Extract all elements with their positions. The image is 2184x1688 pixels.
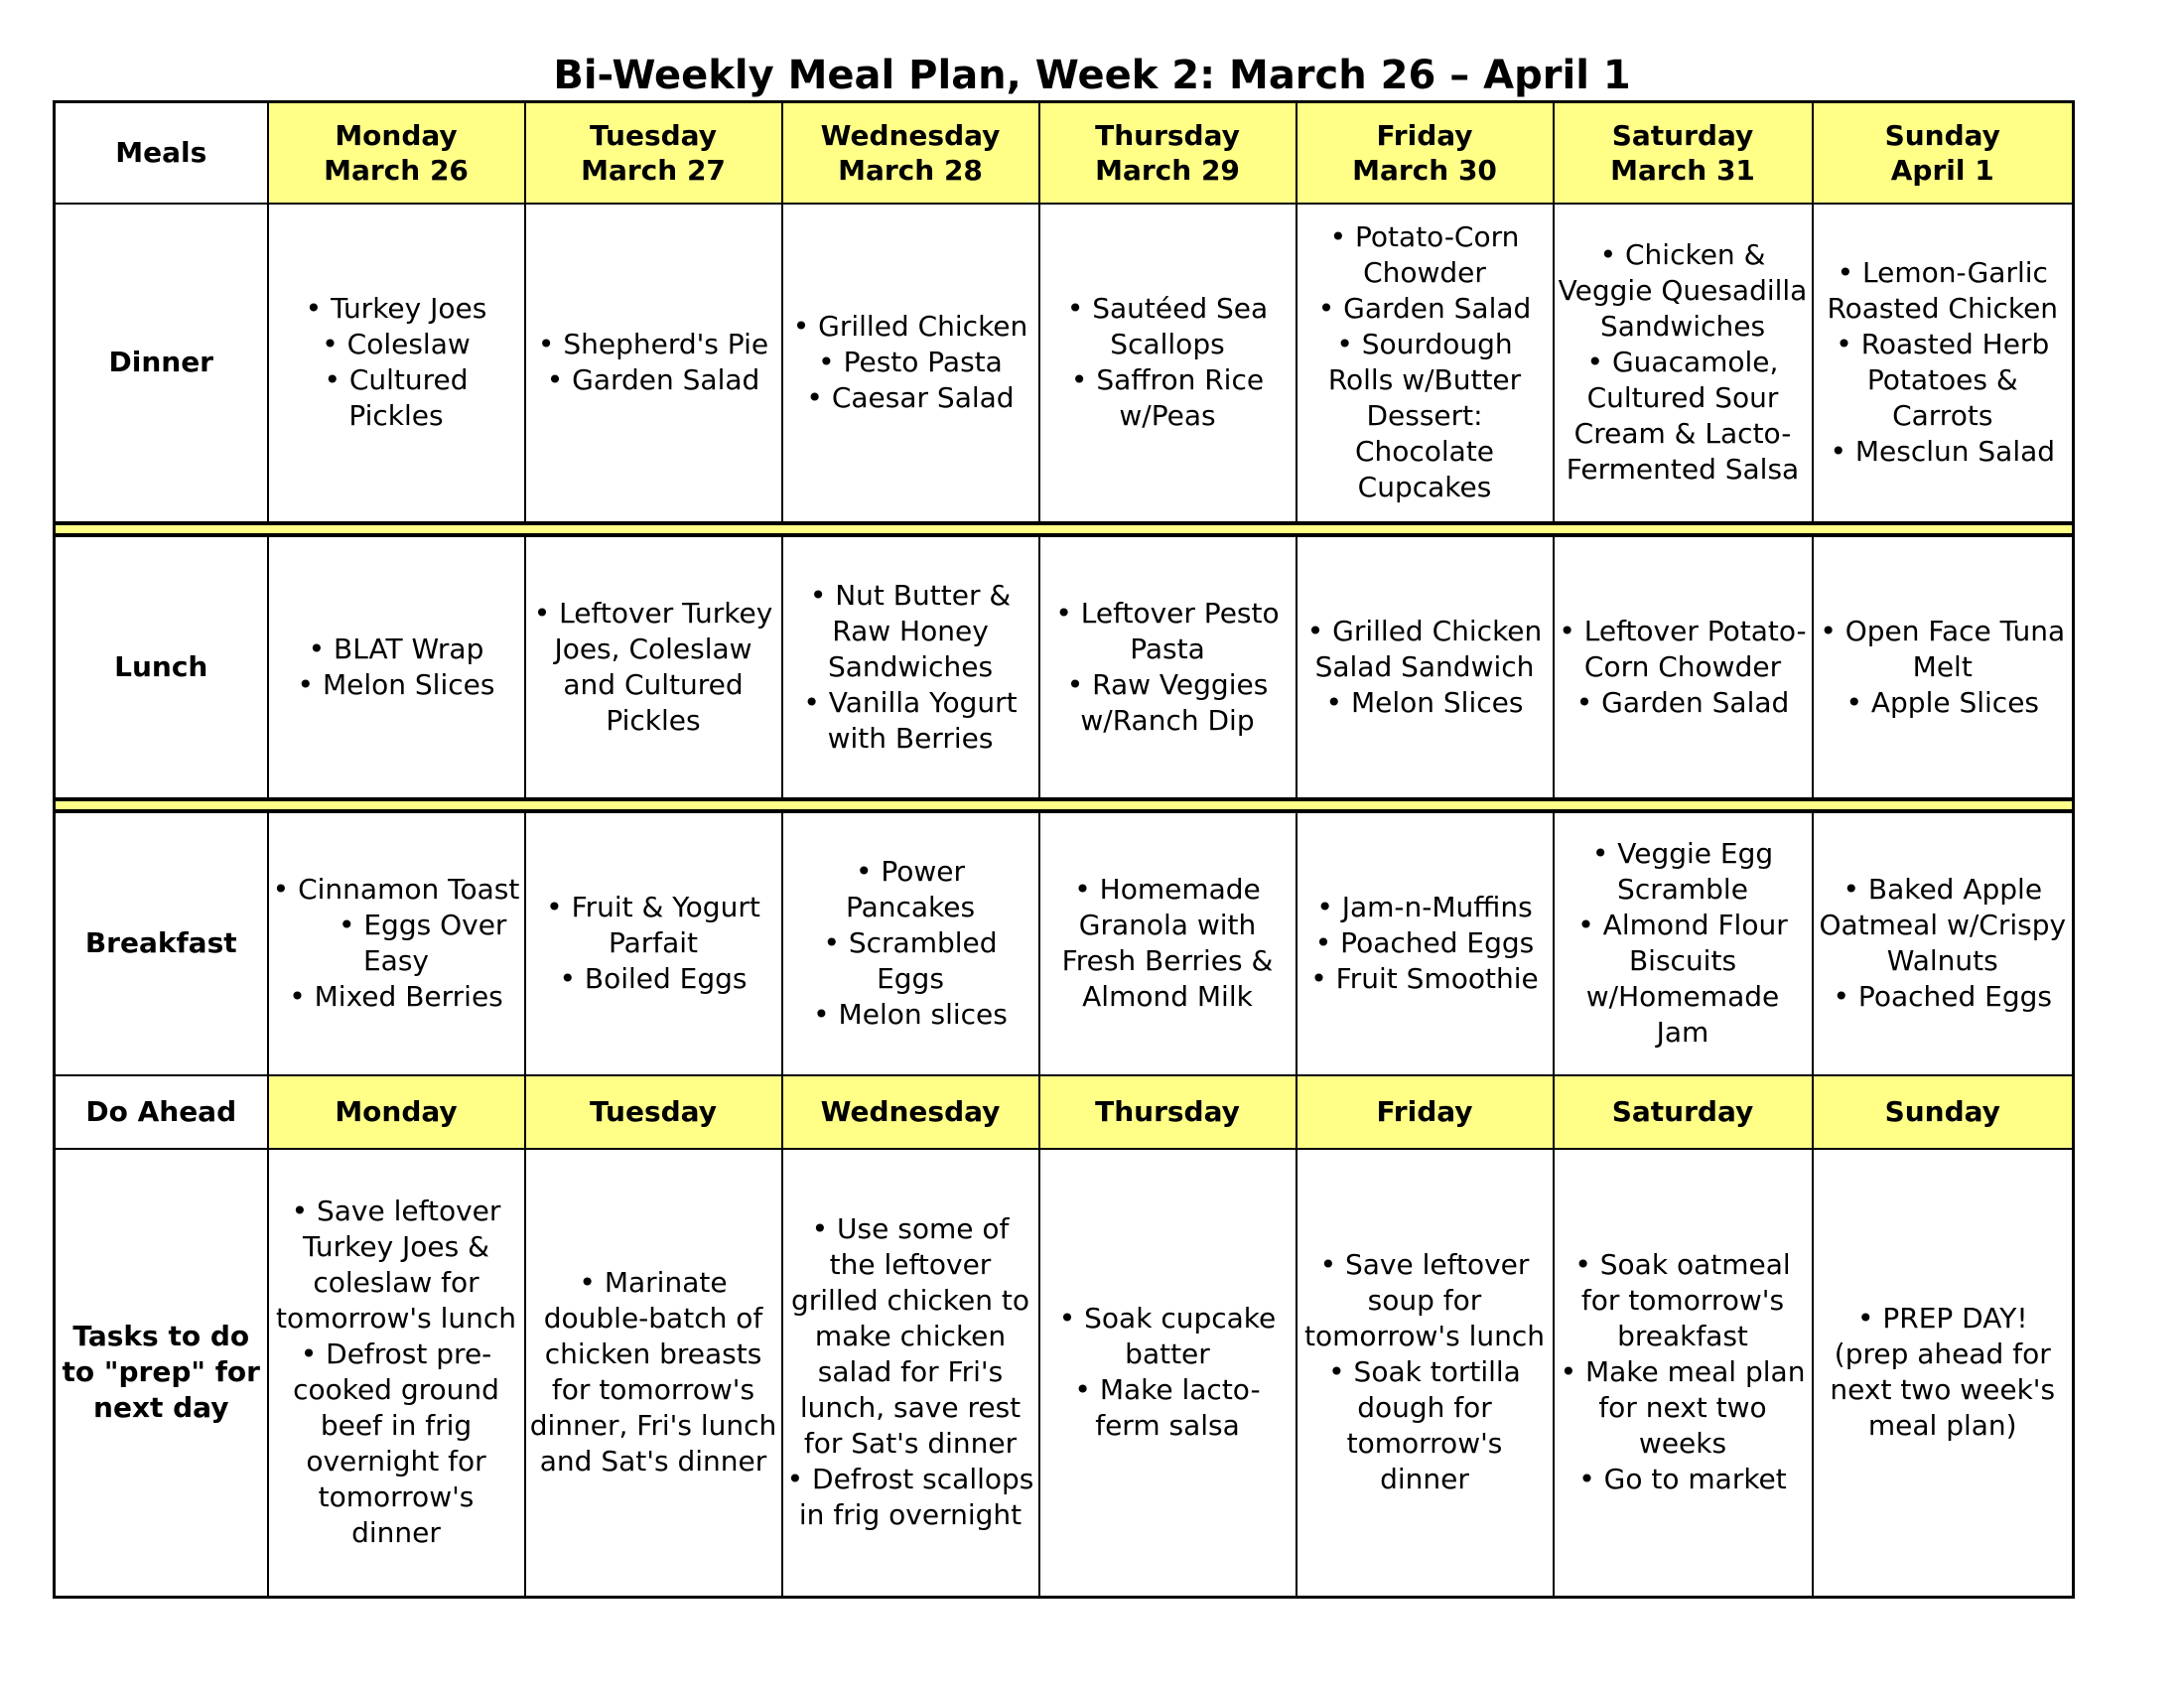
- task-cell-tuesday: [525, 1149, 782, 1598]
- meal-item: • Raw Veggies w/Ranch Dip: [1066, 667, 1269, 737]
- meal-item: • Garden Salad: [1317, 292, 1532, 325]
- task-item: • Save leftover soup for tomorrow's lunch: [1303, 1248, 1546, 1353]
- meal-plan-table: [53, 100, 2075, 1599]
- lunch-cell-sunday: [1813, 535, 2074, 799]
- meal-item: • Jam-n-Muffins: [1316, 891, 1533, 923]
- meal-item: • Cultured Pickles: [324, 363, 469, 432]
- day-header-sunday: [1813, 102, 2074, 204]
- do-ahead-day-tuesday: Tuesday: [525, 1075, 782, 1149]
- meal-item: • Chicken & Veggie Quesadilla Sandwiches: [1558, 238, 1808, 343]
- meal-item: • Garden Salad: [546, 363, 760, 396]
- meal-item: • Homemade Granola with Fresh Berries & Almond Milk: [1061, 873, 1274, 1013]
- breakfast-cell-thursday: [1039, 811, 1297, 1075]
- do-ahead-corner-label: Do Ahead: [55, 1075, 268, 1149]
- dinner-cell-wednesday: [782, 204, 1039, 523]
- meal-item: • Sourdough Rolls w/Butter: [1327, 328, 1522, 396]
- breakfast-cell-wednesday: [782, 811, 1039, 1075]
- task-item: • Defrost scallops in frig overnight: [786, 1463, 1034, 1532]
- task-cell-friday: [1297, 1149, 1554, 1598]
- task-item: • Marinate double-batch of chicken breasts for tomorrow's dinner, Fri's lunch and Sat's dinner: [529, 1266, 777, 1478]
- meal-item: • Veggie Egg Scramble: [1591, 837, 1774, 906]
- day-header-saturday: [1554, 102, 1813, 204]
- day-header-thursday: [1039, 102, 1297, 204]
- meal-item: • Melon slices: [813, 998, 1008, 1031]
- meal-item: Dessert: Chocolate Cupcakes: [1354, 399, 1495, 503]
- task-item: • Soak cupcake batter: [1058, 1302, 1277, 1371]
- separator-band: [55, 523, 2074, 535]
- meal-item: • Mixed Berries: [289, 980, 503, 1013]
- day-name: Saturday: [1611, 118, 1754, 152]
- lunch-cell-saturday: [1554, 535, 1813, 799]
- lunch-cell-thursday: [1039, 535, 1297, 799]
- day-name: Sunday: [1884, 118, 2000, 152]
- page-title: Bi-Weekly Meal Plan, Week 2: March 26 – April 1: [553, 53, 1631, 98]
- lunch-cell-tuesday: [525, 535, 782, 799]
- tasks-row: [55, 1149, 2074, 1598]
- row-separator: [55, 523, 2074, 535]
- dinner-cell-sunday: [1813, 204, 2074, 523]
- meal-item: • Scrambled Eggs: [823, 926, 998, 995]
- day-name: Tuesday: [590, 118, 717, 152]
- day-header-friday: [1297, 102, 1554, 204]
- day-date: March 27: [581, 153, 726, 187]
- meal-item: • Poached Eggs: [1314, 926, 1535, 959]
- do-ahead-day-saturday: Saturday: [1554, 1075, 1813, 1149]
- meal-item: • Sautéed Sea Scallops: [1066, 292, 1269, 360]
- separator-band: [55, 799, 2074, 811]
- task-item: • PREP DAY! (prep ahead for next two week's meal plan): [1830, 1302, 2056, 1443]
- row-separator: [55, 799, 2074, 811]
- meal-item: • Grilled Chicken: [792, 310, 1028, 343]
- day-header-monday: [268, 102, 525, 204]
- task-item: • Soak oatmeal for tomorrow's breakfast: [1574, 1248, 1791, 1353]
- meals-corner-label: Meals: [55, 102, 268, 204]
- meal-item: • Shepherd's Pie: [537, 328, 769, 360]
- meal-item: • Leftover Potato-Corn Chowder: [1559, 614, 1807, 683]
- task-item: • Defrost pre-cooked ground beef in frig overnight for tomorrow's dinner: [293, 1337, 499, 1550]
- meal-item: • Fruit Smoothie: [1310, 962, 1539, 995]
- dinner-cell-thursday: [1039, 204, 1297, 523]
- meal-row-dinner: [55, 204, 2074, 523]
- meal-label-lunch: Lunch: [55, 535, 268, 799]
- meal-item: • Coleslaw: [322, 328, 471, 360]
- meal-item: • Almond Flour Biscuits w/Homemade Jam: [1577, 909, 1788, 1049]
- day-name: Friday: [1376, 118, 1473, 152]
- meal-item: • Melon Slices: [297, 667, 495, 701]
- task-cell-saturday: [1554, 1149, 1813, 1598]
- do-ahead-day-sunday: Sunday: [1813, 1075, 2074, 1149]
- meal-label-breakfast: Breakfast: [55, 811, 268, 1075]
- lunch-cell-wednesday: [782, 535, 1039, 799]
- task-item: • Go to market: [1578, 1463, 1787, 1496]
- day-date: April 1: [1890, 153, 1994, 187]
- breakfast-cell-monday: [268, 811, 525, 1075]
- day-date: March 31: [1610, 153, 1755, 187]
- task-item: • Make meal plan for next two weeks: [1560, 1355, 1806, 1461]
- meal-row-breakfast: [55, 811, 2074, 1075]
- meal-item: • Poached Eggs: [1833, 980, 2052, 1013]
- do-ahead-day-monday: Monday: [268, 1075, 525, 1149]
- meal-item: • Pesto Pasta: [818, 346, 1003, 378]
- meal-item: • Potato-Corn Chowder: [1329, 220, 1520, 289]
- meal-item: • Power Pancakes: [845, 855, 976, 923]
- day-name: Thursday: [1095, 118, 1240, 152]
- meal-item: • Baked Apple Oatmeal w/Crispy Walnuts: [1819, 873, 2067, 977]
- dinner-cell-saturday: [1554, 204, 1813, 523]
- dinner-cell-friday: [1297, 204, 1554, 523]
- meal-item: • Saffron Rice w/Peas: [1070, 363, 1265, 432]
- meal-item: • Leftover Pesto Pasta: [1055, 596, 1280, 665]
- task-item: • Save leftover Turkey Joes & coleslaw for tomorrow's lunch: [275, 1195, 517, 1336]
- meal-item: • Boiled Eggs: [559, 962, 748, 995]
- task-cell-thursday: [1039, 1149, 1297, 1598]
- day-date: March 26: [324, 153, 469, 187]
- task-item: • Make lacto-ferm salsa: [1074, 1373, 1261, 1443]
- day-header-tuesday: [525, 102, 782, 204]
- lunch-cell-friday: [1297, 535, 1554, 799]
- day-date: March 28: [838, 153, 983, 187]
- do-ahead-day-thursday: Thursday: [1039, 1075, 1297, 1149]
- meal-item: • Melon Slices: [1325, 685, 1524, 719]
- breakfast-cell-tuesday: [525, 811, 782, 1075]
- task-cell-wednesday: [782, 1149, 1039, 1598]
- task-cell-sunday: [1813, 1149, 2074, 1598]
- meal-item: • Cinnamon Toast • Eggs Over Easy: [272, 873, 520, 977]
- do-ahead-header-row: [55, 1075, 2074, 1149]
- day-date: March 30: [1352, 153, 1497, 187]
- breakfast-cell-friday: [1297, 811, 1554, 1075]
- lunch-cell-monday: [268, 535, 525, 799]
- do-ahead-day-wednesday: Wednesday: [782, 1075, 1039, 1149]
- meal-item: • Leftover Turkey Joes, Coleslaw and Cultured Pickles: [533, 596, 773, 737]
- meal-item: • Garden Salad: [1575, 685, 1790, 719]
- task-item: • Soak tortilla dough for tomorrow's dinner: [1328, 1355, 1521, 1496]
- meal-item: • Mesclun Salad: [1830, 435, 2056, 468]
- dinner-cell-tuesday: [525, 204, 782, 523]
- breakfast-cell-sunday: [1813, 811, 2074, 1075]
- meal-item: • Roasted Herb Potatoes & Carrots: [1836, 328, 2050, 432]
- meal-row-lunch: [55, 535, 2074, 799]
- tasks-label: Tasks to do to "prep" for next day: [55, 1149, 268, 1598]
- task-cell-monday: [268, 1149, 525, 1598]
- meal-label-dinner: Dinner: [55, 204, 268, 523]
- meal-item: • Apple Slices: [1845, 685, 2040, 719]
- breakfast-cell-saturday: [1554, 811, 1813, 1075]
- meal-item: • Vanilla Yogurt with Berries: [803, 685, 1018, 755]
- meal-item: • Open Face Tuna Melt: [1820, 614, 2066, 683]
- dinner-cell-monday: [268, 204, 525, 523]
- day-header-wednesday: [782, 102, 1039, 204]
- header-row: [55, 102, 2074, 204]
- meal-item: • Grilled Chicken Salad Sandwich: [1306, 614, 1543, 683]
- task-item: • Use some of the leftover grilled chicken to make chicken salad for Fri's lunch, save rest for Sat's dinner: [790, 1212, 1030, 1461]
- meal-item: • BLAT Wrap: [308, 632, 484, 665]
- meal-item: • Caesar Salad: [806, 381, 1015, 414]
- do-ahead-day-friday: Friday: [1297, 1075, 1554, 1149]
- day-name: Wednesday: [820, 118, 1001, 152]
- meal-item: • Turkey Joes: [305, 292, 487, 325]
- meal-item: • Fruit & Yogurt Parfait: [546, 891, 760, 959]
- day-date: March 29: [1095, 153, 1240, 187]
- day-name: Monday: [335, 118, 458, 152]
- meal-item: • Guacamole, Cultured Sour Cream & Lacto-Fermented Salsa: [1566, 346, 1800, 486]
- meal-item: • Nut Butter & Raw Honey Sandwiches: [809, 578, 1012, 683]
- meal-item: • Lemon-Garlic Roasted Chicken: [1827, 256, 2059, 325]
